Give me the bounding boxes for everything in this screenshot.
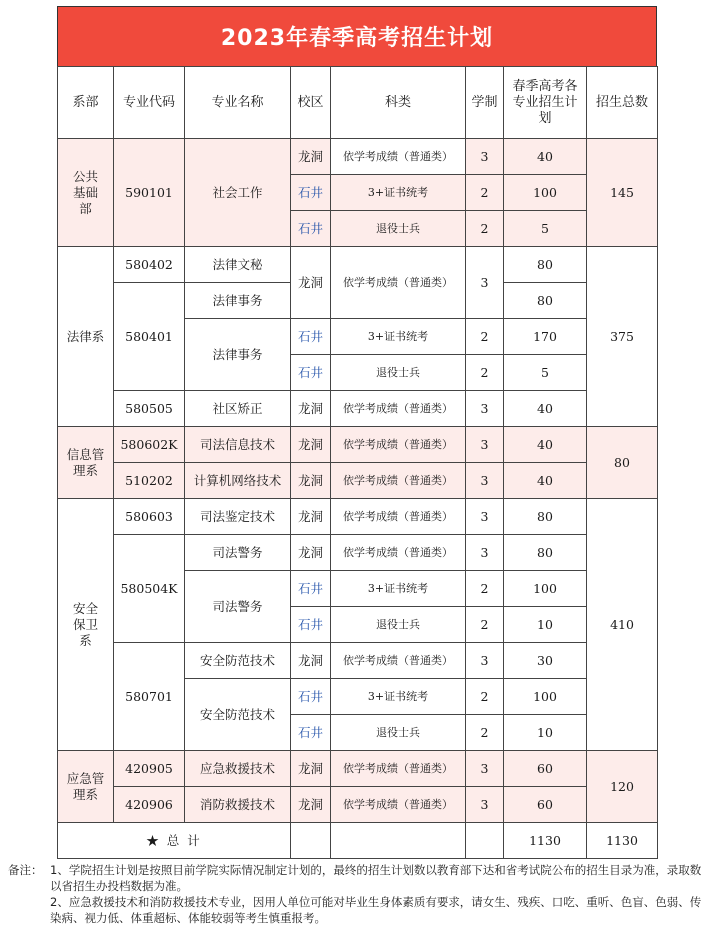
total-cell: 410 (587, 499, 658, 751)
campus-cell: 龙洞 (291, 643, 331, 679)
notes-label: 备注： (8, 863, 43, 877)
campus-cell: 石井 (291, 607, 331, 643)
major-cell: 计算机网络技术 (185, 463, 291, 499)
header-plan (504, 67, 587, 139)
header-type: 科类 (331, 67, 466, 139)
major-cell: 司法警务 (185, 535, 291, 571)
total-cell: 375 (587, 247, 658, 427)
header-major: 专业名称 (185, 67, 291, 139)
table-row (58, 391, 658, 427)
code-cell: 580505 (114, 391, 185, 427)
campus-cell: 龙洞 (291, 391, 331, 427)
plan-cell: 80 (504, 535, 587, 571)
years-cell: 2 (466, 355, 504, 391)
campus-cell: 石井 (291, 571, 331, 607)
plan-table (57, 66, 658, 859)
code-cell: 580504K (114, 535, 185, 643)
years-cell: 3 (466, 391, 504, 427)
header-total: 招生总数 (587, 67, 658, 139)
plan-sheet (57, 6, 657, 859)
table-row (58, 499, 658, 535)
dept-cell: 法律系 (58, 247, 114, 427)
campus-cell: 龙洞 (291, 751, 331, 787)
campus-cell: 龙洞 (291, 247, 331, 319)
note-2-text: 2、应急救援技术和消防救援技术专业，因用人单位可能对毕业生身体素质有要求，请女生、残疾、口吃、重听、色盲、色弱、传染病、视力低、体重超标、体能较弱等考生慎重报考。 (50, 895, 702, 925)
dept-cell (58, 499, 114, 751)
empty-cell (291, 823, 331, 859)
code-cell: 580701 (114, 643, 185, 751)
type-cell: 退役士兵 (331, 355, 466, 391)
campus-cell: 龙洞 (291, 427, 331, 463)
dept-name: 应急管理系 (66, 770, 105, 802)
notes-spacer (8, 894, 50, 926)
plan-cell: 40 (504, 139, 587, 175)
header-years: 学制 (466, 67, 504, 139)
major-cell: 司法警务 (185, 571, 291, 643)
table-row (58, 247, 658, 283)
header-dept: 系部 (58, 67, 114, 139)
plan-cell: 40 (504, 391, 587, 427)
major-cell: 安全防范技术 (185, 679, 291, 751)
major-cell: 社区矫正 (185, 391, 291, 427)
type-cell: 依学考成绩（普通类） (331, 535, 466, 571)
type-cell: 依学考成绩（普通类） (331, 247, 466, 319)
code-cell: 590101 (114, 139, 185, 247)
notes (8, 862, 708, 926)
type-cell: 依学考成绩（普通类） (331, 139, 466, 175)
total-plan-cell: 1130 (504, 823, 587, 859)
table-row (58, 427, 658, 463)
campus-cell: 石井 (291, 175, 331, 211)
note-2 (8, 894, 708, 926)
years-cell: 3 (466, 751, 504, 787)
total-sum-cell: 1130 (587, 823, 658, 859)
major-cell: 社会工作 (185, 139, 291, 247)
type-cell: 3+证书统考 (331, 319, 466, 355)
type-cell: 依学考成绩（普通类） (331, 499, 466, 535)
campus-cell: 龙洞 (291, 787, 331, 823)
plan-cell: 60 (504, 787, 587, 823)
plan-cell: 80 (504, 283, 587, 319)
plan-cell: 5 (504, 211, 587, 247)
code-cell: 580602K (114, 427, 185, 463)
plan-cell: 80 (504, 247, 587, 283)
major-cell: 安全防范技术 (185, 643, 291, 679)
years-cell: 3 (466, 499, 504, 535)
major-cell: 法律文秘 (185, 247, 291, 283)
total-cell: 145 (587, 139, 658, 247)
total-label: ★ 总 计 (58, 823, 291, 859)
major-cell: 法律事务 (185, 319, 291, 391)
dept-cell (58, 139, 114, 247)
major-cell: 司法信息技术 (185, 427, 291, 463)
type-cell: 退役士兵 (331, 607, 466, 643)
page-title: 2023年春季高考招生计划 (57, 6, 657, 66)
dept-cell (58, 751, 114, 823)
campus-cell: 龙洞 (291, 139, 331, 175)
plan-cell: 10 (504, 607, 587, 643)
plan-cell: 60 (504, 751, 587, 787)
plan-cell: 30 (504, 643, 587, 679)
code-cell: 580603 (114, 499, 185, 535)
note-1-text: 1、学院招生计划是按照目前学院实际情况制定计划的，最终的招生计划数以教育部下达和省考试院公布的招生目录为准，录取数以省招生办投档数据为准。 (50, 863, 702, 893)
dept-name: 公共基础部 (72, 168, 98, 216)
years-cell: 3 (466, 643, 504, 679)
plan-cell: 100 (504, 679, 587, 715)
years-cell: 3 (466, 427, 504, 463)
campus-cell: 石井 (291, 355, 331, 391)
type-cell: 依学考成绩（普通类） (331, 391, 466, 427)
plan-cell: 40 (504, 463, 587, 499)
years-cell: 2 (466, 319, 504, 355)
plan-cell: 100 (504, 571, 587, 607)
plan-cell: 5 (504, 355, 587, 391)
header-campus: 校区 (291, 67, 331, 139)
type-cell: 退役士兵 (331, 211, 466, 247)
campus-cell: 龙洞 (291, 463, 331, 499)
campus-cell: 石井 (291, 211, 331, 247)
table-row (58, 643, 658, 679)
campus-cell: 龙洞 (291, 535, 331, 571)
years-cell: 2 (466, 571, 504, 607)
years-cell: 3 (466, 787, 504, 823)
code-cell: 580402 (114, 247, 185, 283)
years-cell: 2 (466, 715, 504, 751)
total-cell: 120 (587, 751, 658, 823)
header-code: 专业代码 (114, 67, 185, 139)
plan-cell: 80 (504, 499, 587, 535)
years-cell: 3 (466, 139, 504, 175)
dept-name: 安全保卫系 (72, 600, 98, 648)
major-cell: 司法鉴定技术 (185, 499, 291, 535)
code-cell: 420905 (114, 751, 185, 787)
years-cell: 2 (466, 679, 504, 715)
years-cell: 2 (466, 211, 504, 247)
note-1 (8, 862, 708, 894)
plan-cell: 10 (504, 715, 587, 751)
table-row (58, 751, 658, 787)
type-cell: 退役士兵 (331, 715, 466, 751)
type-cell: 依学考成绩（普通类） (331, 427, 466, 463)
table-row (58, 535, 658, 571)
empty-cell (331, 823, 466, 859)
code-cell: 420906 (114, 787, 185, 823)
years-cell: 3 (466, 535, 504, 571)
major-cell: 法律事务 (185, 283, 291, 319)
total-cell: 80 (587, 427, 658, 499)
empty-cell (466, 823, 504, 859)
years-cell: 3 (466, 247, 504, 319)
code-cell: 510202 (114, 463, 185, 499)
table-row (58, 139, 658, 175)
type-cell: 3+证书统考 (331, 679, 466, 715)
years-cell: 2 (466, 607, 504, 643)
campus-cell: 石井 (291, 679, 331, 715)
years-cell: 2 (466, 175, 504, 211)
campus-cell: 龙洞 (291, 499, 331, 535)
type-cell: 依学考成绩（普通类） (331, 643, 466, 679)
type-cell: 依学考成绩（普通类） (331, 751, 466, 787)
type-cell: 3+证书统考 (331, 175, 466, 211)
table-row (58, 463, 658, 499)
plan-cell: 40 (504, 427, 587, 463)
total-row (58, 823, 658, 859)
campus-cell: 石井 (291, 715, 331, 751)
type-cell: 依学考成绩（普通类） (331, 463, 466, 499)
type-cell: 3+证书统考 (331, 571, 466, 607)
header-row (58, 67, 658, 139)
type-cell: 依学考成绩（普通类） (331, 787, 466, 823)
dept-name: 信息管理系 (66, 446, 105, 478)
plan-cell: 170 (504, 319, 587, 355)
dept-cell (58, 427, 114, 499)
years-cell: 3 (466, 463, 504, 499)
major-cell: 应急救援技术 (185, 751, 291, 787)
code-cell: 580401 (114, 283, 185, 391)
major-cell: 消防救援技术 (185, 787, 291, 823)
plan-cell: 100 (504, 175, 587, 211)
header-plan-text: 春季高考各专业招生计划 (512, 78, 578, 126)
table-row (58, 787, 658, 823)
campus-cell: 石井 (291, 319, 331, 355)
